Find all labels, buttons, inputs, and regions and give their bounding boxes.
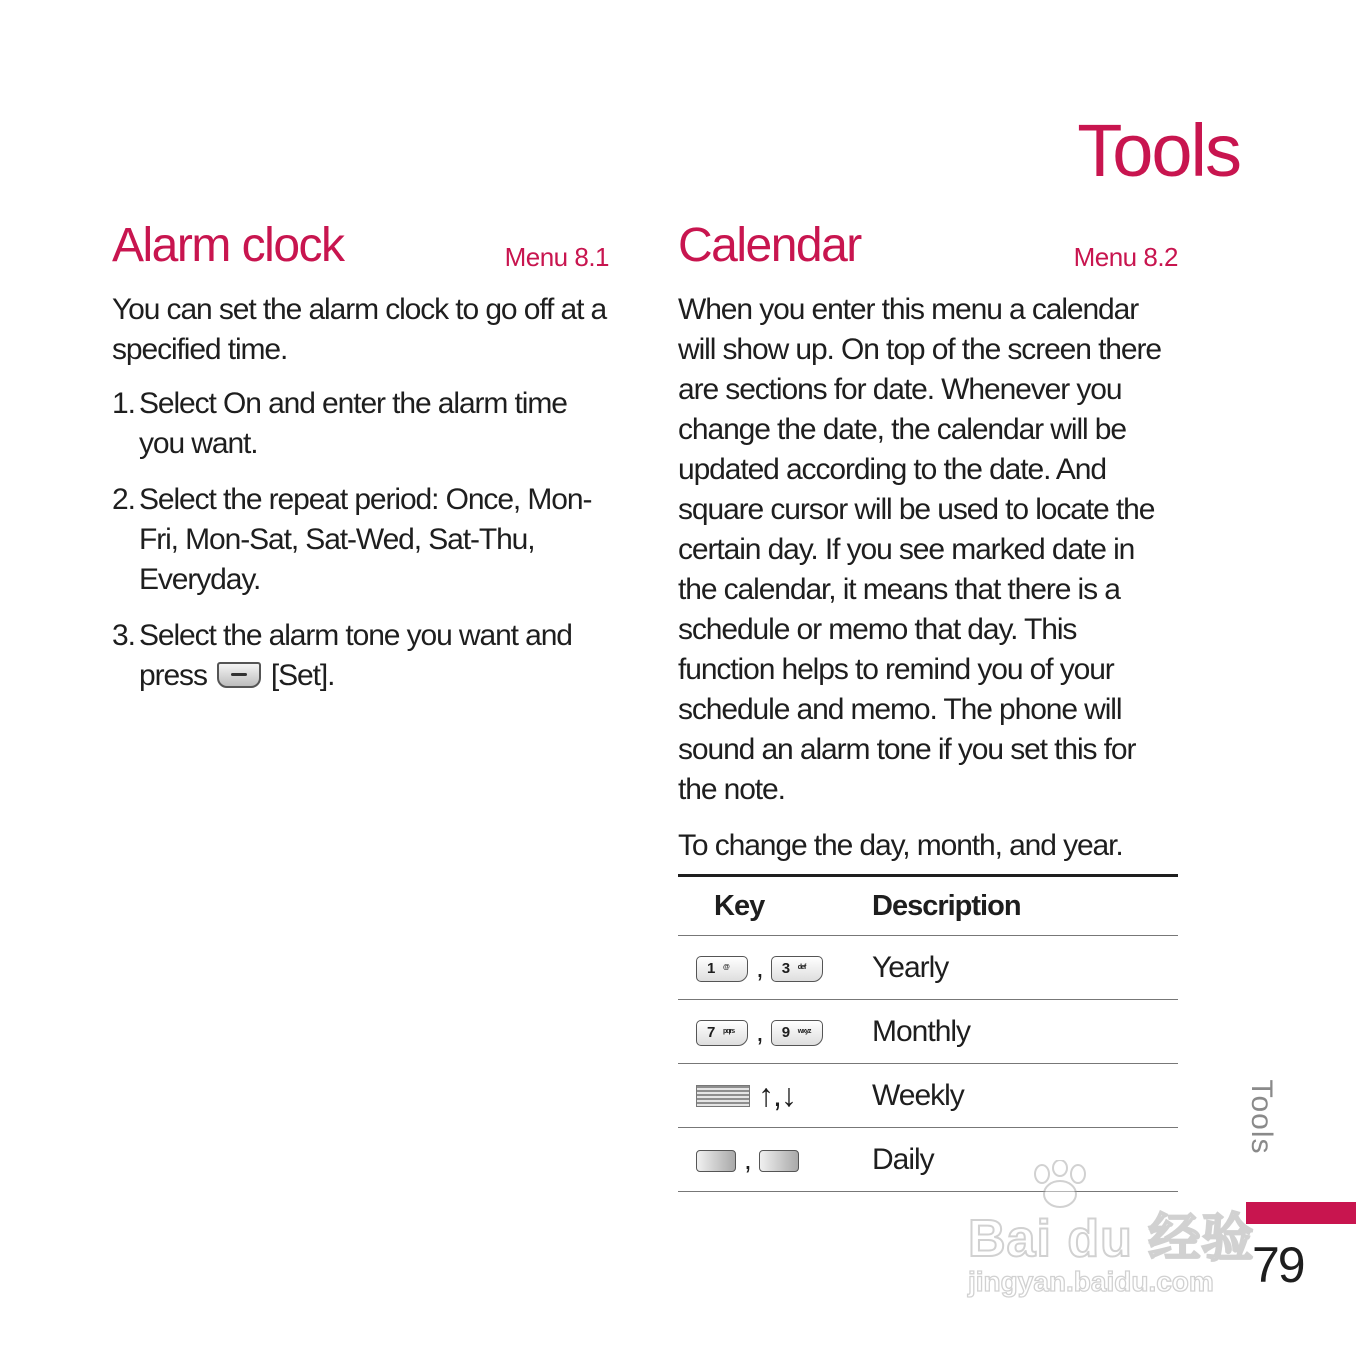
key-cell	[678, 1128, 872, 1192]
page-number-bar	[1246, 1202, 1356, 1224]
calendar-menu-ref: Menu 8.2	[1073, 242, 1178, 272]
key-3-icon: 3 def	[771, 956, 823, 982]
page-title: Tools	[1077, 108, 1240, 192]
step-text: Select On and enter the alarm time you want.	[139, 387, 567, 460]
side-section-label: Tools	[1245, 1079, 1278, 1155]
alarm-step-3	[112, 616, 609, 696]
page-number: 79	[1252, 1237, 1304, 1293]
watermark-main-text: Bai du 经验	[968, 1210, 1255, 1268]
alarm-menu-ref: Menu 8.1	[504, 242, 609, 272]
alarm-intro: You can set the alarm clock to go off at a specified time.	[112, 293, 607, 366]
calendar-section	[678, 220, 1178, 1192]
description-cell: Daily	[872, 1128, 1178, 1192]
calendar-header	[678, 220, 1178, 286]
calendar-table-intro: To change the day, month, and year.	[678, 829, 1123, 862]
step-text-after: [Set].	[270, 659, 335, 692]
description-cell: Weekly	[872, 1064, 1178, 1128]
table-row	[678, 1000, 1178, 1064]
watermark-url: jingyan.baidu.com	[968, 1266, 1214, 1297]
table-row	[678, 936, 1178, 1000]
table-header-row	[678, 876, 1178, 936]
step-number: 3.	[112, 619, 135, 652]
alarm-step-2	[112, 480, 609, 600]
table-header-description: Description	[872, 876, 1178, 936]
step-number: 2.	[112, 483, 135, 516]
alarm-step-1	[112, 384, 609, 464]
up-down-arrow-icon: ↑,↓	[758, 1077, 796, 1113]
alarm-clock-header	[112, 220, 609, 286]
table-row	[678, 1064, 1178, 1128]
calendar-body: When you enter this menu a calendar will show up. On top of the screen there are sections for date. Whenever you change the date, the calendar will be updated according to the date. And square cursor will be used to locate the certain day. If you see marked date in the calendar, it means that there is a schedule or memo that day. This function helps to remind you of your schedule and memo. The phone will sound an alarm tone if you set this for the note.	[678, 293, 1161, 806]
step-number: 1.	[112, 387, 135, 420]
key-cell	[678, 936, 872, 1000]
key-separator: ,	[744, 1143, 751, 1175]
side-key-right-icon	[759, 1150, 799, 1172]
key-7-icon: 7 pqrs	[696, 1020, 748, 1046]
key-separator: ,	[756, 1015, 763, 1047]
alarm-steps	[112, 384, 609, 696]
description-cell: Monthly	[872, 1000, 1178, 1064]
calendar-key-table	[678, 874, 1178, 1192]
key-cell	[678, 1000, 872, 1064]
alarm-clock-section	[112, 220, 609, 712]
table-header-key: Key	[678, 876, 872, 936]
baidu-watermark	[962, 1160, 1262, 1310]
navigation-key-icon	[696, 1085, 750, 1107]
alarm-clock-heading: Alarm clock	[112, 219, 344, 272]
key-1-icon: 1 @	[696, 956, 748, 982]
key-separator: ,	[756, 951, 763, 983]
step-text-before: Select the alarm tone you want and press	[139, 619, 572, 692]
key-9-icon: 9 wxyz	[771, 1020, 823, 1046]
description-cell: Yearly	[872, 936, 1178, 1000]
side-key-left-icon	[696, 1150, 736, 1172]
left-softkey-icon	[217, 662, 261, 688]
calendar-heading: Calendar	[678, 219, 861, 272]
step-text: Select the repeat period: Once, Mon-Fri, Mon-Sat, Sat-Wed, Sat-Thu, Everyday.	[139, 483, 592, 596]
key-cell	[678, 1064, 872, 1128]
